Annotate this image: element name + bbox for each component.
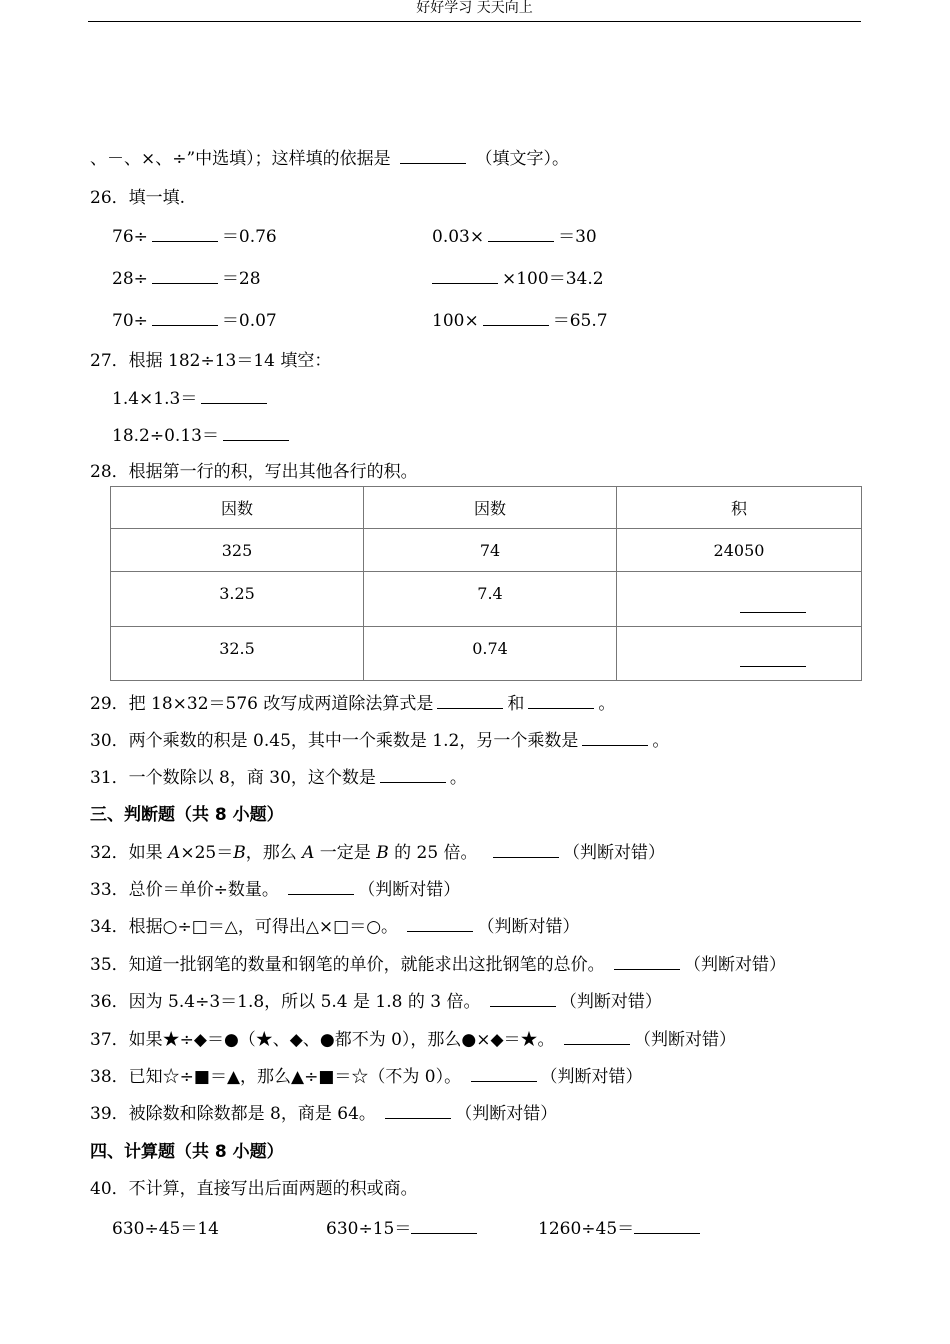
table-header: 因数 [364, 487, 617, 529]
answer-blank[interactable] [490, 991, 556, 1007]
answer-blank[interactable] [380, 767, 446, 783]
answer-blank[interactable] [740, 611, 806, 613]
q26-row2-left: 28÷ ＝28 [112, 269, 261, 289]
answer-blank[interactable] [528, 693, 594, 709]
answer-blank[interactable] [152, 310, 218, 326]
answer-blank[interactable] [432, 268, 498, 284]
q40-expr3: 1260÷45＝ [538, 1214, 704, 1239]
q28-table [110, 486, 862, 681]
q27-a: 1.4×1.3＝ [112, 384, 271, 409]
answer-blank[interactable] [385, 1103, 451, 1119]
q26-row1-right: 0.03× ＝30 [432, 227, 597, 247]
q35: 35．知道一批钢笔的数量和钢笔的单价，就能求出这批钢笔的总价。 （判断对错） [90, 955, 787, 975]
q40-expr2: 630÷15＝ [326, 1214, 481, 1239]
answer-blank[interactable] [614, 954, 680, 970]
answer-blank[interactable] [411, 1218, 477, 1234]
q39: 39．被除数和除数都是 8，商是 64。 （判断对错） [90, 1104, 558, 1124]
answer-blank[interactable] [223, 425, 289, 441]
q34: 34．根据○÷□＝△，可得出△×□＝○。 （判断对错） [90, 917, 580, 937]
table-row: 325 74 24050 [111, 529, 862, 572]
q30: 30．两个乘数的积是 0.45，其中一个乘数是 1.2，另一个乘数是 。 [90, 731, 670, 751]
q27-b: 18.2÷0.13＝ [112, 421, 293, 446]
q38: 38．已知☆÷■＝▲，那么▲÷■＝☆（不为 0）。 （判断对错） [90, 1067, 643, 1087]
table-header: 积 [617, 487, 862, 529]
answer-blank[interactable] [400, 148, 466, 164]
answer-blank[interactable] [740, 665, 806, 667]
answer-blank[interactable] [407, 916, 473, 932]
answer-blank[interactable] [564, 1029, 630, 1045]
answer-cell[interactable] [617, 572, 862, 627]
q31: 31．一个数除以 8，商 30，这个数是 。 [90, 768, 467, 788]
answer-blank[interactable] [493, 842, 559, 858]
answer-blank[interactable] [582, 730, 648, 746]
q25-tail: 、－、×、÷”中选填）；这样填的依据是 （填文字）。 [90, 149, 569, 169]
answer-blank[interactable] [471, 1066, 537, 1082]
answer-blank[interactable] [152, 268, 218, 284]
answer-blank[interactable] [152, 226, 218, 242]
answer-blank[interactable] [483, 310, 549, 326]
answer-blank[interactable] [437, 693, 503, 709]
table-row: 32.5 0.74 [111, 627, 862, 681]
q26-row3-left: 70÷ ＝0.07 [112, 311, 277, 331]
q36: 36．因为 5.4÷3＝1.8，所以 5.4 是 1.8 的 3 倍。 （判断对错） [90, 992, 662, 1012]
answer-blank[interactable] [488, 226, 554, 242]
q40-expr1: 630÷45＝14 [112, 1219, 219, 1239]
section-title: 四、计算题（共 8 小题） [90, 1142, 284, 1162]
answer-blank[interactable] [288, 879, 354, 895]
q27-title: 27．根据 182÷13＝14 填空： [90, 351, 332, 371]
q28-title: 28．根据第一行的积，写出其他各行的积。 [90, 462, 418, 482]
q29: 29．把 18×32＝576 改写成两道除法算式是 和 。 [90, 694, 616, 714]
answer-cell[interactable] [617, 627, 862, 681]
table-header: 因数 [111, 487, 364, 529]
q26-row1-left: 76÷ ＝0.76 [112, 227, 277, 247]
q32: 32．如果 A×25＝B，那么 A 一定是 B 的 25 倍。 （判断对错） [90, 843, 665, 863]
table-row: 3.25 7.4 [111, 572, 862, 627]
q26-title: 26．填一填. [90, 188, 186, 208]
q26-row2-right: ×100＝34.2 [432, 264, 604, 289]
q40-title: 40．不计算，直接写出后面两题的积或商。 [90, 1179, 418, 1199]
page-header: 好好学习 天天向上 [88, 0, 861, 22]
answer-blank[interactable] [201, 388, 267, 404]
q37: 37．如果★÷◆＝●（★、◆、●都不为 0），那么●×◆＝★。 （判断对错） [90, 1030, 736, 1050]
q33: 33．总价＝单价÷数量。 （判断对错） [90, 880, 461, 900]
section-title: 三、判断题（共 8 小题） [90, 805, 284, 825]
q26-row3-right: 100× ＝65.7 [432, 311, 608, 331]
answer-blank[interactable] [634, 1218, 700, 1234]
